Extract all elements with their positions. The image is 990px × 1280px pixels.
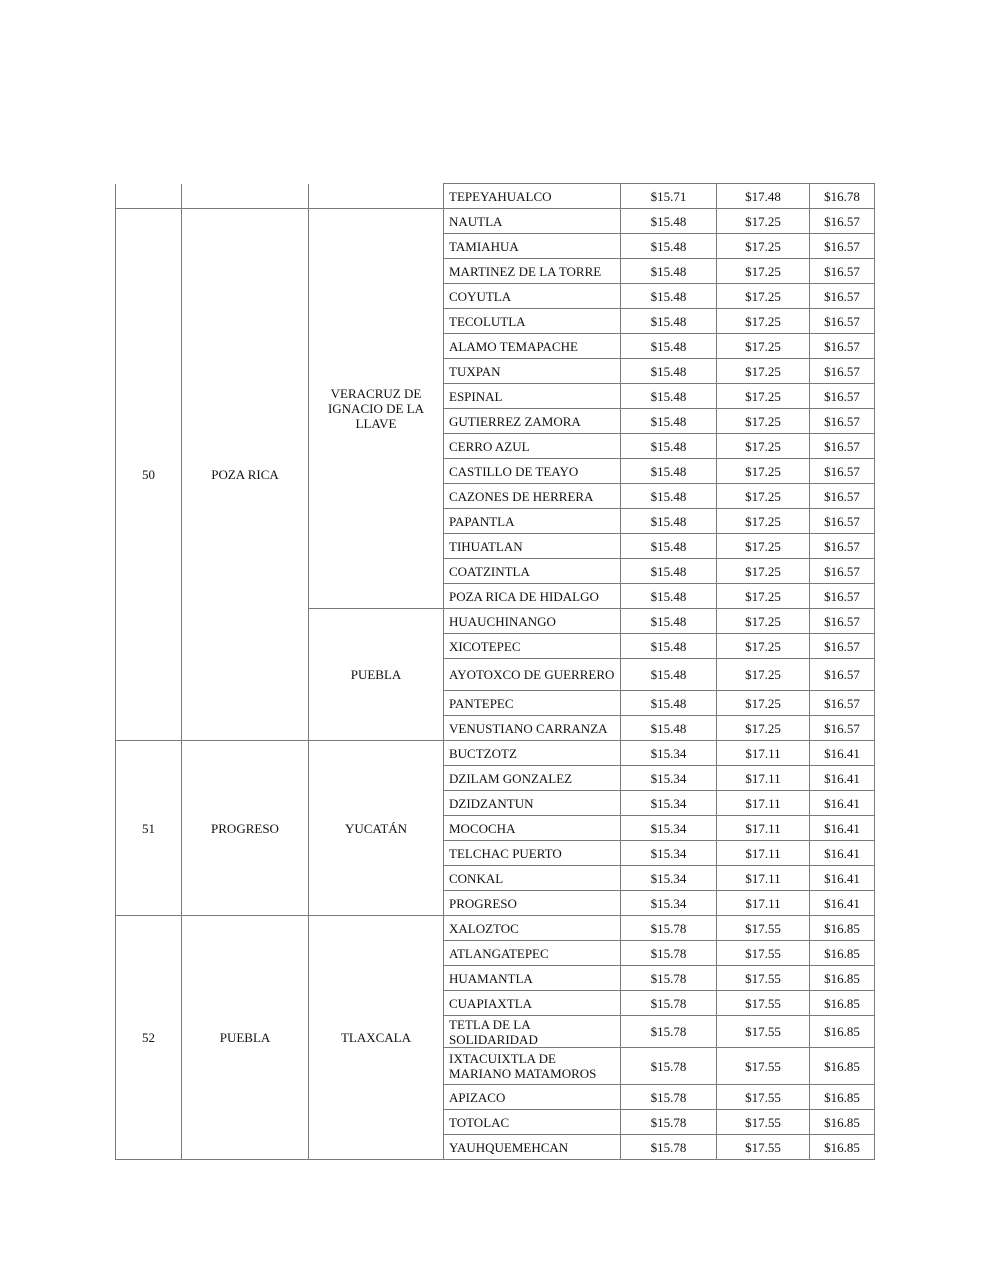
price-cell: $15.48 <box>621 434 717 459</box>
table-body <box>116 184 875 1160</box>
price-cell: $17.11 <box>717 741 810 766</box>
municipality-cell: CONKAL <box>444 866 621 891</box>
price-cell: $15.48 <box>621 409 717 434</box>
price-cell: $16.57 <box>810 509 875 534</box>
table-row <box>116 209 875 234</box>
price-cell: $16.57 <box>810 659 875 691</box>
state-cell: PUEBLA <box>309 609 444 741</box>
price-cell: $15.34 <box>621 866 717 891</box>
municipality-cell: MARTINEZ DE LA TORRE <box>444 259 621 284</box>
municipality-cell: POZA RICA DE HIDALGO <box>444 584 621 609</box>
price-cell: $16.57 <box>810 459 875 484</box>
zone-name-cell: POZA RICA <box>182 209 309 741</box>
price-cell: $16.85 <box>810 966 875 991</box>
price-cell: $16.57 <box>810 259 875 284</box>
price-cell: $16.57 <box>810 384 875 409</box>
municipality-cell: PANTEPEC <box>444 691 621 716</box>
price-cell: $15.48 <box>621 359 717 384</box>
price-cell: $17.55 <box>717 966 810 991</box>
price-cell: $16.85 <box>810 1085 875 1110</box>
price-cell: $17.25 <box>717 284 810 309</box>
price-cell: $17.25 <box>717 334 810 359</box>
price-cell: $15.48 <box>621 259 717 284</box>
price-cell: $17.25 <box>717 634 810 659</box>
municipality-cell: TETLA DE LA SOLIDARIDAD <box>444 1016 621 1048</box>
municipality-cell: TUXPAN <box>444 359 621 384</box>
price-cell: $15.78 <box>621 991 717 1016</box>
price-cell: $17.25 <box>717 659 810 691</box>
price-cell: $15.48 <box>621 609 717 634</box>
municipality-cell: PROGRESO <box>444 891 621 916</box>
price-cell: $15.48 <box>621 484 717 509</box>
price-cell: $17.25 <box>717 584 810 609</box>
municipality-cell: TOTOLAC <box>444 1110 621 1135</box>
price-cell: $15.78 <box>621 966 717 991</box>
price-cell: $15.34 <box>621 841 717 866</box>
price-cell: $16.41 <box>810 791 875 816</box>
price-cell: $17.25 <box>717 691 810 716</box>
price-cell: $17.25 <box>717 259 810 284</box>
state-cell <box>309 184 444 209</box>
price-cell: $17.25 <box>717 534 810 559</box>
municipality-cell: HUAMANTLA <box>444 966 621 991</box>
price-cell: $17.25 <box>717 309 810 334</box>
price-cell: $16.57 <box>810 484 875 509</box>
price-cell: $15.71 <box>621 184 717 209</box>
price-cell: $17.55 <box>717 916 810 941</box>
price-cell: $17.55 <box>717 1048 810 1085</box>
price-cell: $15.48 <box>621 284 717 309</box>
price-cell: $16.57 <box>810 634 875 659</box>
price-cell: $15.34 <box>621 766 717 791</box>
price-cell: $16.57 <box>810 434 875 459</box>
price-cell: $16.85 <box>810 1135 875 1160</box>
price-cell: $16.57 <box>810 691 875 716</box>
price-cell: $16.57 <box>810 609 875 634</box>
price-cell: $15.34 <box>621 741 717 766</box>
price-cell: $15.48 <box>621 584 717 609</box>
price-cell: $15.34 <box>621 891 717 916</box>
price-cell: $17.11 <box>717 891 810 916</box>
municipality-cell: BUCTZOTZ <box>444 741 621 766</box>
price-cell: $15.48 <box>621 716 717 741</box>
municipality-cell: TECOLUTLA <box>444 309 621 334</box>
price-cell: $16.85 <box>810 916 875 941</box>
price-cell: $16.85 <box>810 941 875 966</box>
price-cell: $16.41 <box>810 866 875 891</box>
state-cell: TLAXCALA <box>309 916 444 1160</box>
price-cell: $15.78 <box>621 941 717 966</box>
price-cell: $16.57 <box>810 359 875 384</box>
price-cell: $17.25 <box>717 384 810 409</box>
municipality-cell: HUAUCHINANGO <box>444 609 621 634</box>
price-cell: $16.57 <box>810 584 875 609</box>
price-cell: $17.11 <box>717 866 810 891</box>
municipality-cell: TIHUATLAN <box>444 534 621 559</box>
price-cell: $17.55 <box>717 1085 810 1110</box>
price-cell: $15.48 <box>621 334 717 359</box>
price-cell: $16.57 <box>810 309 875 334</box>
municipality-cell: TELCHAC PUERTO <box>444 841 621 866</box>
municipality-cell: ESPINAL <box>444 384 621 409</box>
municipality-cell: CAZONES DE HERRERA <box>444 484 621 509</box>
price-cell: $17.25 <box>717 559 810 584</box>
price-cell: $16.57 <box>810 209 875 234</box>
price-cell: $16.41 <box>810 841 875 866</box>
price-table <box>115 183 875 1160</box>
municipality-cell: CUAPIAXTLA <box>444 991 621 1016</box>
price-cell: $17.25 <box>717 459 810 484</box>
price-cell: $15.78 <box>621 1110 717 1135</box>
municipality-cell: DZILAM GONZALEZ <box>444 766 621 791</box>
zone-number-cell: 52 <box>116 916 182 1160</box>
state-cell: VERACRUZ DE IGNACIO DE LA LLAVE <box>309 209 444 609</box>
zone-number-cell <box>116 184 182 209</box>
price-cell: $16.85 <box>810 1016 875 1048</box>
price-cell: $16.57 <box>810 334 875 359</box>
municipality-cell: NAUTLA <box>444 209 621 234</box>
zone-name-cell: PROGRESO <box>182 741 309 916</box>
price-cell: $17.55 <box>717 1135 810 1160</box>
price-cell: $15.78 <box>621 1135 717 1160</box>
price-cell: $16.57 <box>810 559 875 584</box>
price-cell: $16.85 <box>810 1048 875 1085</box>
price-cell: $16.57 <box>810 534 875 559</box>
zone-number-cell: 50 <box>116 209 182 741</box>
price-cell: $17.25 <box>717 434 810 459</box>
price-cell: $17.11 <box>717 816 810 841</box>
municipality-cell: CERRO AZUL <box>444 434 621 459</box>
price-cell: $16.57 <box>810 234 875 259</box>
price-cell: $17.25 <box>717 359 810 384</box>
municipality-cell: YAUHQUEMEHCAN <box>444 1135 621 1160</box>
price-cell: $17.11 <box>717 766 810 791</box>
price-cell: $16.41 <box>810 891 875 916</box>
price-cell: $15.48 <box>621 659 717 691</box>
price-cell: $15.48 <box>621 384 717 409</box>
price-cell: $16.85 <box>810 991 875 1016</box>
municipality-cell: DZIDZANTUN <box>444 791 621 816</box>
price-cell: $17.55 <box>717 941 810 966</box>
municipality-cell: TAMIAHUA <box>444 234 621 259</box>
municipality-cell: IXTACUIXTLA DE MARIANO MATAMOROS <box>444 1048 621 1085</box>
price-cell: $15.48 <box>621 209 717 234</box>
price-cell: $15.48 <box>621 309 717 334</box>
price-cell: $16.57 <box>810 409 875 434</box>
price-cell: $16.41 <box>810 766 875 791</box>
table-row <box>116 184 875 209</box>
price-cell: $16.78 <box>810 184 875 209</box>
zone-name-cell: PUEBLA <box>182 916 309 1160</box>
price-cell: $17.25 <box>717 509 810 534</box>
price-cell: $17.25 <box>717 409 810 434</box>
price-cell: $17.25 <box>717 234 810 259</box>
price-cell: $15.34 <box>621 791 717 816</box>
municipality-cell: VENUSTIANO CARRANZA <box>444 716 621 741</box>
municipality-cell: GUTIERREZ ZAMORA <box>444 409 621 434</box>
price-cell: $15.78 <box>621 1085 717 1110</box>
price-cell: $17.48 <box>717 184 810 209</box>
price-cell: $17.55 <box>717 991 810 1016</box>
municipality-cell: COATZINTLA <box>444 559 621 584</box>
price-cell: $15.48 <box>621 509 717 534</box>
price-cell: $15.48 <box>621 559 717 584</box>
price-cell: $15.48 <box>621 634 717 659</box>
price-cell: $15.78 <box>621 1016 717 1048</box>
municipality-cell: COYUTLA <box>444 284 621 309</box>
price-cell: $15.48 <box>621 691 717 716</box>
municipality-cell: AYOTOXCO DE GUERRERO <box>444 659 621 691</box>
price-cell: $17.25 <box>717 716 810 741</box>
price-cell: $15.48 <box>621 459 717 484</box>
price-cell: $15.34 <box>621 816 717 841</box>
price-cell: $16.85 <box>810 1110 875 1135</box>
price-cell: $17.25 <box>717 609 810 634</box>
price-cell: $17.25 <box>717 484 810 509</box>
municipality-cell: CASTILLO DE TEAYO <box>444 459 621 484</box>
zone-number-cell: 51 <box>116 741 182 916</box>
municipality-cell: XICOTEPEC <box>444 634 621 659</box>
price-cell: $15.48 <box>621 234 717 259</box>
price-cell: $15.48 <box>621 534 717 559</box>
state-cell: YUCATÁN <box>309 741 444 916</box>
price-cell: $16.57 <box>810 284 875 309</box>
municipality-cell: APIZACO <box>444 1085 621 1110</box>
price-cell: $17.25 <box>717 209 810 234</box>
municipality-cell: PAPANTLA <box>444 509 621 534</box>
municipality-cell: ALAMO TEMAPACHE <box>444 334 621 359</box>
municipality-cell: XALOZTOC <box>444 916 621 941</box>
table-row <box>116 741 875 766</box>
municipality-cell: TEPEYAHUALCO <box>444 184 621 209</box>
price-cell: $16.41 <box>810 816 875 841</box>
price-cell: $16.57 <box>810 716 875 741</box>
price-cell: $17.11 <box>717 791 810 816</box>
price-cell: $17.55 <box>717 1110 810 1135</box>
price-cell: $17.55 <box>717 1016 810 1048</box>
price-cell: $15.78 <box>621 1048 717 1085</box>
municipality-cell: ATLANGATEPEC <box>444 941 621 966</box>
price-cell: $15.78 <box>621 916 717 941</box>
municipality-cell: MOCOCHA <box>444 816 621 841</box>
table-row <box>116 916 875 941</box>
price-cell: $16.41 <box>810 741 875 766</box>
zone-name-cell <box>182 184 309 209</box>
price-cell: $17.11 <box>717 841 810 866</box>
